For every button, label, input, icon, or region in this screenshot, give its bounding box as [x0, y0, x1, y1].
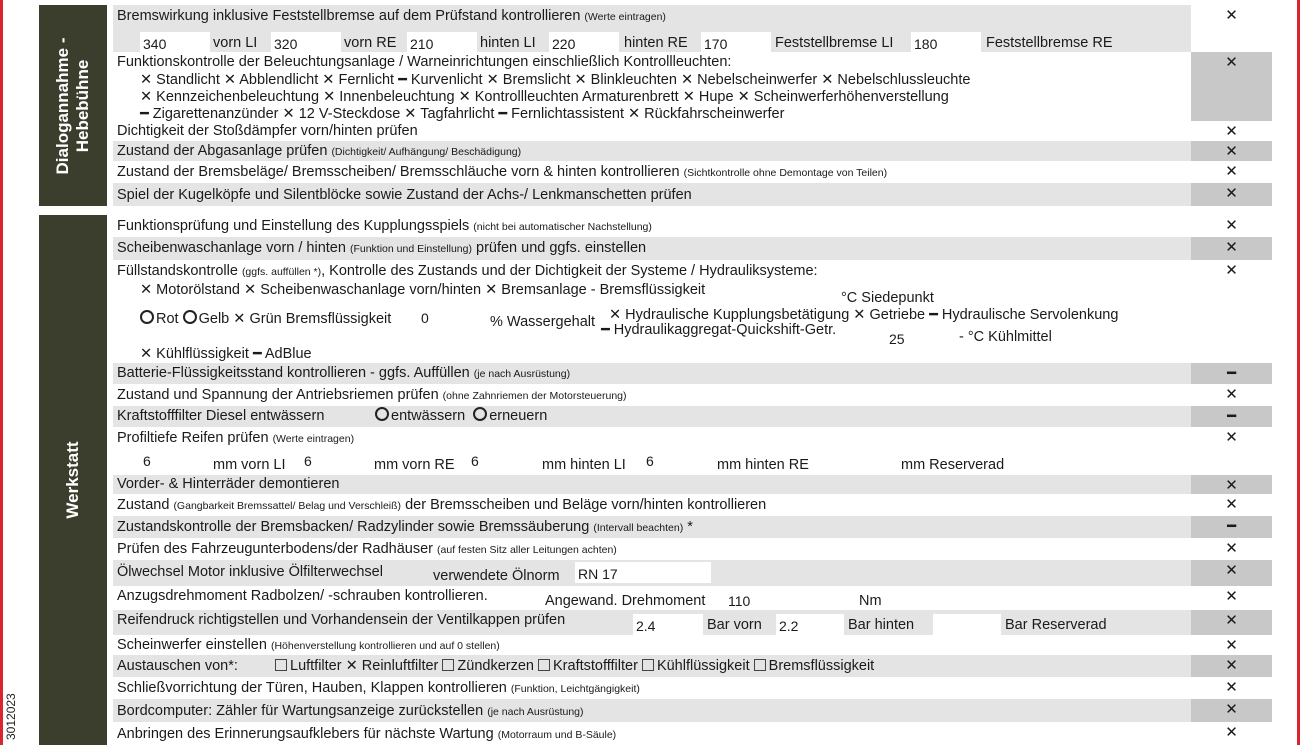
radio-label: Rot [156, 311, 179, 327]
status-mark[interactable]: ━ [1191, 516, 1272, 538]
checkbox-bremsfluessigkeit[interactable] [754, 659, 766, 671]
drehmoment-field[interactable]: 110 [725, 589, 857, 610]
status-mark[interactable]: ✕ [1191, 677, 1272, 699]
row-oelwechsel [113, 560, 1191, 586]
radio-erneuern[interactable] [473, 407, 487, 421]
field-label: mm Reserverad [901, 457, 1005, 473]
row-note: (Höhenverstellung kontrollieren und auf 0 stellen) [270, 640, 500, 652]
row-note: (Funktion, Leichtgängigkeit) [510, 683, 640, 695]
row-fuellstand [113, 260, 1191, 363]
row-title: Anbringen des Erinnerungsaufklebers für nächste Wartung [117, 726, 494, 742]
row-schliessvorrichtung [113, 677, 1191, 699]
radio-rot[interactable] [140, 310, 154, 324]
status-mark[interactable]: ✕ [1191, 722, 1272, 745]
row-title: Austauschen von*: [117, 658, 238, 674]
field-label: hinten LI [480, 35, 536, 51]
row-note: (Werte eintragen) [272, 433, 355, 445]
status-mark[interactable]: ✕ [1191, 183, 1272, 206]
row-stossdaempfer [113, 123, 1191, 141]
checkbox-label: Luftfilter [290, 658, 342, 674]
row-title: Ölwechsel Motor inklusive Ölfilterwechsel [117, 564, 383, 580]
checkbox-label: Bremsflüssigkeit [768, 658, 875, 674]
status-mark[interactable]: ━ [1191, 363, 1272, 384]
radio-label: erneuern [489, 408, 548, 424]
row-note: (Intervall beachten) [593, 522, 684, 534]
status-mark[interactable]: ✕ [1191, 237, 1272, 260]
status-mark[interactable]: ✕ [1191, 560, 1272, 586]
row-reifendruck [113, 610, 1191, 635]
fluid-items-4: ✕ Kühlflüssigkeit ━ AdBlue [140, 346, 312, 362]
row-title-2: prüfen und ggfs. einstellen [476, 240, 647, 256]
status-mark[interactable]: ✕ [1191, 427, 1272, 475]
tread-hinten-re-field[interactable]: 6 [643, 449, 713, 470]
row-beleuchtung [113, 52, 1191, 123]
tread-vorn-li-field[interactable]: 6 [140, 449, 210, 470]
fluid-items-3: ━ Hydraulikaggregat-Quickshift-Getr. [601, 322, 837, 338]
field-label: Bar vorn [707, 617, 762, 633]
left-border [0, 0, 3, 745]
row-title: Kraftstofffilter Diesel entwässern [117, 408, 325, 424]
unit-label: Nm [859, 593, 882, 609]
radio-gruen[interactable]: ✕ Grün Bremsflüssigkeit [233, 311, 392, 327]
parking-brake-li-field[interactable]: 170 [701, 32, 771, 53]
field-label: mm hinten LI [542, 457, 626, 473]
field-label: % Wassergehalt [490, 314, 596, 330]
pressure-vorn-field[interactable]: 2.4 [633, 614, 703, 635]
field-label: Bar hinten [848, 617, 915, 633]
row-title: Dichtigkeit der Stoßdämpfer vorn/hinten prüfen [117, 123, 418, 139]
row-bremswirkung [113, 5, 1191, 52]
section-werkstatt [39, 215, 107, 745]
checkbox-kuehlfluessigkeit[interactable] [642, 659, 654, 671]
row-raeder-demontieren [113, 475, 1191, 494]
row-note: (je nach Ausrüstung) [487, 706, 584, 718]
field-label: °C Siedepunkt [841, 290, 934, 306]
field-label: mm vorn RE [374, 457, 455, 473]
row-unterboden [113, 538, 1191, 560]
section-label-dialogannahme: Dialogannahme - Hebebühne [53, 37, 92, 174]
lighting-items-2: ✕ Kennzeichenbeleuchtung ✕ Innenbeleuchtung ✕ Kontrollleuchten Armaturenbrett ✕ Hupe ✕ Scheinwerferhöhenverstellung [140, 89, 949, 105]
brake-vorn-li-field[interactable]: 340 [140, 32, 210, 53]
row-note: (je nach Ausrüstung) [473, 368, 571, 380]
row-note: (Gangbarkeit Bremssattel/ Belag und Verschleiß) [173, 500, 402, 512]
row-kugelkoepfe [113, 183, 1191, 206]
row-title: Füllstandskontrolle [117, 263, 238, 279]
row-bordcomputer [113, 699, 1191, 722]
row-kupplungsspiel [113, 215, 1191, 237]
tread-hinten-li-field[interactable]: 6 [468, 449, 538, 470]
row-note: (Motorraum und B-Säule) [497, 729, 617, 741]
tread-reserverad-field[interactable] [828, 449, 898, 470]
radio-gelb[interactable] [183, 310, 197, 324]
radio-entwaessern[interactable] [375, 407, 389, 421]
section-dialogannahme [39, 5, 107, 206]
field-label: vorn LI [213, 35, 258, 51]
field-label: vorn RE [344, 35, 397, 51]
row-title: Scheibenwaschanlage vorn / hinten [117, 240, 346, 256]
status-mark[interactable]: ✕ [1191, 586, 1272, 610]
checkbox-luftfilter[interactable] [275, 659, 287, 671]
field-label: mm vorn LI [213, 457, 286, 473]
row-title: Schließvorrichtung der Türen, Hauben, Klappen kontrollieren [117, 680, 507, 696]
status-mark[interactable]: ✕ [1191, 494, 1272, 516]
row-title: Bordcomputer: Zähler für Wartungsanzeige zurückstellen [117, 703, 484, 719]
field-label: - °C Kühlmittel [959, 329, 1052, 345]
row-profiltiefe [113, 427, 1191, 475]
row-abgasanlage [113, 141, 1191, 161]
pressure-hinten-field[interactable]: 2.2 [776, 614, 844, 635]
status-mark[interactable]: ✕ [1191, 699, 1272, 722]
field-label: mm hinten RE [717, 457, 809, 473]
row-title-2: , Kontrolle des Zustands und der Dichtigkeit der Systeme / Hydrauliksysteme: [321, 263, 818, 279]
pressure-reserverad-field[interactable] [933, 614, 1001, 635]
row-title: Zustand und Spannung der Antriebsriemen prüfen [117, 387, 439, 403]
status-mark[interactable]: ✕ [1191, 384, 1272, 406]
brake-hinten-re-field[interactable]: 220 [549, 32, 619, 53]
siedepunkt-field[interactable] [773, 282, 837, 303]
row-bremsbelaege [113, 161, 1191, 183]
row-bremsbacken [113, 516, 1191, 538]
row-title: Bremswirkung inklusive Feststellbremse auf dem Prüfstand kontrollieren [117, 8, 581, 24]
field-label: Feststellbremse RE [986, 35, 1113, 51]
row-title: Funktionskontrolle der Beleuchtungsanlage / Warneinrichtungen einschließlich Kontrollleuchten: [117, 54, 732, 70]
checkbox-label: Kraftstofffilter [553, 658, 638, 674]
row-anzugsdrehmoment [113, 586, 1191, 610]
row-note: (ggfs. auffüllen *) [241, 266, 322, 278]
status-mark[interactable]: ✕ [1191, 610, 1272, 635]
document-number: 3012023 [4, 693, 18, 740]
brake-hinten-li-field[interactable]: 210 [407, 32, 477, 53]
row-title: Scheinwerfer einstellen [117, 637, 267, 653]
row-title: Zustandskontrolle der Bremsbacken/ Radzylinder sowie Bremssäuberung [117, 519, 590, 535]
row-scheibenwaschanlage [113, 237, 1191, 260]
row-title: Reifendruck richtigstellen und Vorhandensein der Ventilkappen prüfen [117, 612, 566, 628]
section-label-werkstatt: Werkstatt [63, 441, 82, 519]
status-mark[interactable]: ✕ [1191, 215, 1272, 237]
row-note: (auf festen Sitz aller Leitungen achten) [437, 544, 617, 556]
field-label: hinten RE [624, 35, 688, 51]
row-title: Spiel der Kugelköpfe und Silentblöcke sowie Zustand der Achs-/ Lenkmanschetten prüfen [117, 187, 692, 203]
row-kraftstofffilter [113, 406, 1191, 427]
status-mark[interactable]: ✕ [1191, 655, 1272, 677]
row-title-2: der Bremsscheiben und Beläge vorn/hinten kontrollieren [405, 497, 767, 513]
row-scheinwerfer [113, 635, 1191, 655]
row-title: Zustand [117, 497, 170, 513]
oelnorm-field[interactable]: RN 17 [575, 562, 711, 583]
row-title: Anzugsdrehmoment Radbolzen/ -schrauben kontrollieren. [117, 588, 488, 604]
row-erinnerungsaufkleber [113, 722, 1191, 745]
lighting-items-1: ✕ Standlicht ✕ Abblendlicht ✕ Fernlicht ━ Kurvenlicht ✕ Bremslicht ✕ Blinkleuchten ✕ Nebelscheinwerfer ✕ Nebelschlussleuchte [140, 72, 971, 88]
row-bremsscheiben [113, 494, 1191, 516]
row-note: (nicht bei automatischer Nachstellung) [473, 221, 652, 233]
row-austauschen [113, 655, 1191, 677]
checkbox-label: Zündkerzen [457, 658, 534, 674]
radio-label: Gelb [198, 311, 230, 327]
lighting-items-3: ━ Zigarettenanzünder ✕ 12 V-Steckdose ✕ Tagfahrlicht ━ Fernlichtassistent ✕ Rückfahrscheinwerfer [140, 106, 785, 122]
row-note: (ohne Zahnriemen der Motorsteuerung) [442, 390, 627, 402]
row-note: (Sichtkontrolle ohne Demontage von Teilen) [683, 167, 888, 179]
footnote-star: * [687, 519, 693, 535]
checkbox-zuendkerzen[interactable] [442, 659, 454, 671]
row-title: Prüfen des Fahrzeugunterbodens/der Radhäuser [117, 541, 433, 557]
field-label: Angewand. Drehmoment [545, 593, 706, 609]
checkbox-reinluftfilter[interactable]: ✕ Reinluftfilter [345, 658, 439, 674]
row-title: Zustand der Bremsbeläge/ Bremsscheiben/ Bremsschläuche vorn & hinten kontrollieren [117, 164, 680, 180]
parking-brake-re-field[interactable]: 180 [911, 32, 981, 53]
radio-label: entwässern [391, 408, 466, 424]
status-mark[interactable]: ✕ [1191, 121, 1272, 143]
row-title: Profiltiefe Reifen prüfen [117, 430, 269, 446]
status-mark[interactable]: ✕ [1191, 5, 1272, 52]
row-title: Vorder- & Hinterräder demontieren [117, 476, 340, 492]
status-mark[interactable]: ✕ [1191, 141, 1272, 161]
tread-vorn-re-field[interactable]: 6 [301, 449, 371, 470]
fluid-items-2: ✕ Hydraulische Kupplungsbetätigung ✕ Getriebe ━ Hydraulische Servolenkung [609, 307, 1119, 323]
status-mark[interactable]: ✕ [1191, 161, 1272, 183]
row-note: (Funktion und Einstellung) [349, 243, 472, 255]
status-mark[interactable]: ✕ [1191, 635, 1272, 655]
row-title: Funktionsprüfung und Einstellung des Kupplungsspiels [117, 218, 470, 234]
checkbox-label: Kühlflüssigkeit [656, 658, 750, 674]
row-title: Batterie-Flüssigkeitsstand kontrollieren - ggfs. Auffüllen [117, 365, 470, 381]
row-note: (Dichtigkeit/ Aufhängung/ Beschädigung) [331, 146, 522, 158]
row-note: (Werte eintragen) [584, 11, 666, 23]
wassergehalt-field[interactable]: 0 [418, 306, 486, 327]
status-mark[interactable]: ✕ [1191, 260, 1272, 363]
field-label: Feststellbremse LI [775, 35, 894, 51]
row-batterie [113, 363, 1191, 384]
status-mark[interactable]: ✕ [1191, 538, 1272, 560]
fluid-items-1: ✕ Motorölstand ✕ Scheibenwaschanlage vorn/hinten ✕ Bremsanlage - Bremsflüssigkeit [140, 282, 706, 298]
status-mark[interactable]: ━ [1191, 406, 1272, 427]
kuehlmittel-field[interactable]: 25 [886, 327, 954, 348]
row-antriebsriemen [113, 384, 1191, 406]
brake-vorn-re-field[interactable]: 320 [271, 32, 341, 53]
field-label: Bar Reserverad [1005, 617, 1107, 633]
row-title: Zustand der Abgasanlage prüfen [117, 143, 328, 159]
field-label: verwendete Ölnorm [433, 568, 560, 584]
status-mark[interactable]: ✕ [1191, 475, 1272, 494]
checkbox-kraftstofffilter[interactable] [538, 659, 550, 671]
status-mark[interactable]: ✕ [1191, 52, 1272, 123]
